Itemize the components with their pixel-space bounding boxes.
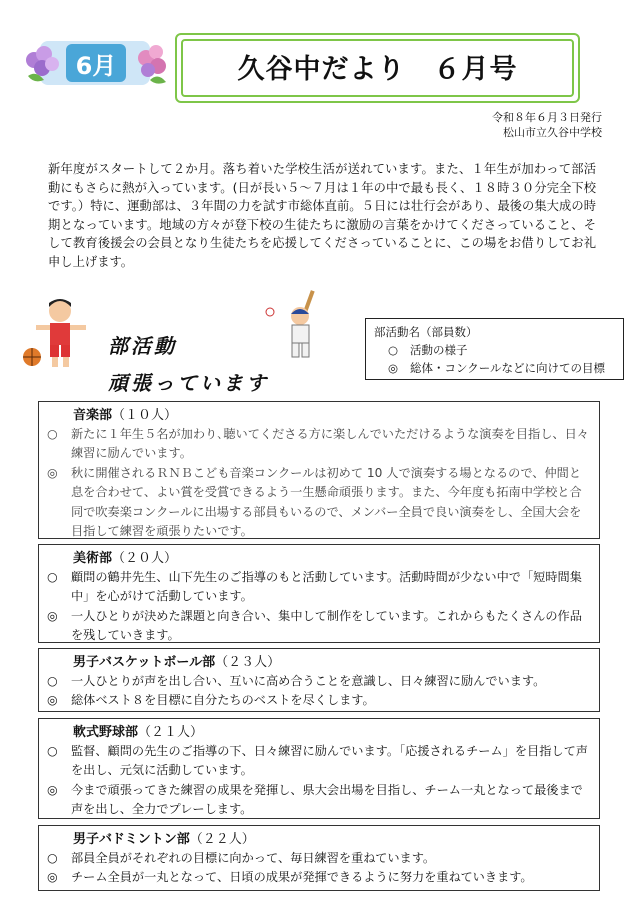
club-name bbox=[73, 549, 591, 568]
club-activity-item bbox=[47, 742, 591, 781]
item-text: 今まで頑張ってきた練習の成果を発揮し、県大会出場を目指し、チーム一丸となって最後まで声を出し、全力でプレーします。 bbox=[71, 782, 583, 817]
club-box-basketball bbox=[38, 648, 600, 712]
club-name bbox=[73, 830, 591, 849]
club-name bbox=[73, 653, 591, 672]
item-text: チーム全員が一丸となって、日頃の成果が発揮できるように努力を重ねていきます。 bbox=[71, 870, 533, 885]
circle-mark: ○ bbox=[47, 427, 58, 441]
club-goal-item bbox=[47, 607, 591, 646]
club-name-text: 音楽部 bbox=[73, 408, 113, 423]
club-name-text: 男子バスケットボール部 bbox=[73, 655, 216, 670]
circle-mark: ○ bbox=[47, 570, 58, 584]
item-text: 顧問の鶴井先生、山下先生のご指導のもと活動しています。活動時間が少ない中で「短時間集中」を心がけて活動しています。 bbox=[71, 570, 582, 604]
item-text: 監督、顧問の先生のご指導の下、日々練習に励んでいます。「応援されるチーム」を目指して声を出し、元気に活動しています。 bbox=[71, 744, 588, 778]
club-member-count: （２１人） bbox=[138, 725, 204, 740]
club-box-baseball bbox=[38, 718, 600, 819]
newsletter-title: 久谷中だより ６月号 bbox=[237, 54, 518, 85]
baseball-player-icon bbox=[262, 290, 328, 362]
club-box-art bbox=[38, 544, 600, 643]
item-text: 総体ベスト８を目標に自分たちのベストを尽くします。 bbox=[71, 693, 375, 708]
club-activity-item bbox=[47, 849, 591, 868]
club-activity-item bbox=[47, 672, 591, 691]
legend-title: 部活動名（部員数） bbox=[374, 325, 478, 339]
club-goal-item bbox=[47, 464, 591, 542]
section-heading-line1: 部活動 bbox=[108, 334, 177, 358]
club-member-count: （２３人） bbox=[215, 655, 281, 670]
baseball-player-illustration bbox=[262, 290, 328, 362]
double-circle-mark: ◎ bbox=[47, 782, 58, 797]
double-circle-mark: ◎ bbox=[388, 361, 399, 375]
legend-row-text: 総体・コンクールなどに向けての目標 bbox=[410, 361, 606, 375]
club-name-text: 軟式野球部 bbox=[73, 725, 139, 740]
club-member-count: （２０人） bbox=[112, 551, 178, 566]
legend-row-text: 活動の様子 bbox=[410, 343, 468, 357]
intro-paragraph: 新年度がスタートして２か月。落ち着いた学校生活が送れています。また、１年生が加わって部活動にもさらに熱が入っています。(日が長い５～７月は１年の中で最も長く、１８時３０分完全下校です。）特に、運動部は、３年間の力を試す市総体直前。５日には壮行会があり、最後の集大成の時期となっています。地域の方々が登下校の生徒たちに激励の言葉をかけてくださっていること、そして教育後援会の会員となり生徒たちを応援してくださっていることに、この場をお借りしてお礼申し上げます。 bbox=[48, 162, 596, 269]
club-box-badminton bbox=[38, 825, 600, 891]
club-activity-item bbox=[47, 425, 591, 464]
circle-mark: ○ bbox=[47, 744, 58, 758]
publisher: 松山市立久谷中学校 bbox=[503, 126, 602, 139]
section-heading-line2: 頑張っています bbox=[108, 371, 269, 395]
club-goal-item bbox=[47, 691, 591, 710]
month-badge-label: 6月 bbox=[75, 52, 117, 80]
item-text: 一人ひとりが声を出し合い、互いに高め合うことを意識し、日々練習に励んでいます。 bbox=[71, 674, 546, 688]
club-name-text: 美術部 bbox=[73, 551, 113, 566]
club-name-text: 男子バドミントン部 bbox=[73, 832, 190, 847]
issue-date: 令和８年６月３日発行 bbox=[492, 111, 602, 124]
basketball-player-illustration bbox=[22, 295, 100, 375]
item-text: 一人ひとりが決めた課題と向き合い、集中して制作をしています。これからもたくさんの作品を残していきます。 bbox=[71, 608, 582, 643]
double-circle-mark: ◎ bbox=[47, 693, 58, 708]
title-frame bbox=[175, 33, 580, 103]
club-activity-item bbox=[47, 568, 591, 607]
month-badge bbox=[22, 38, 172, 88]
club-member-count: （１０人） bbox=[112, 408, 178, 423]
double-circle-mark: ◎ bbox=[47, 608, 58, 623]
club-goal-item bbox=[47, 868, 591, 887]
basketball-player-icon bbox=[22, 295, 100, 375]
circle-mark: ○ bbox=[47, 851, 58, 865]
club-name bbox=[73, 406, 591, 425]
club-member-count: （２２人） bbox=[189, 832, 255, 847]
club-box-music bbox=[38, 401, 600, 539]
item-text: 秋に開催されるＲＮＢこども音楽コンクールは初めて 10 人で演奏する場となるので、仲間と息を合わせて、よい賞を受賞できるよう一生懸命頑張ります。また、今年度も拓南中学校と合同で吹奏楽コンクールに出場する部員もいるので、メンバー全員で良い演奏をし、全国大会を目指して練習を頑張りたいです。 bbox=[71, 465, 582, 539]
club-name bbox=[73, 723, 591, 742]
double-circle-mark: ◎ bbox=[47, 870, 58, 885]
legend-row-activity bbox=[374, 341, 615, 359]
item-text: 新たに１年生５名が加わり､聴いてくださる方に楽しんでいただけるような演奏を目指し、日々練習に励んでいます。 bbox=[71, 427, 589, 461]
club-goal-item bbox=[47, 781, 591, 820]
legend-box bbox=[365, 318, 624, 380]
issue-info bbox=[492, 110, 602, 140]
circle-mark: ○ bbox=[47, 674, 58, 688]
double-circle-mark: ◎ bbox=[47, 465, 58, 480]
legend-row-goal bbox=[374, 359, 615, 377]
circle-mark: ○ bbox=[388, 343, 399, 357]
item-text: 部員全員がそれぞれの目標に向かって、毎日練習を重ねています。 bbox=[71, 851, 436, 865]
